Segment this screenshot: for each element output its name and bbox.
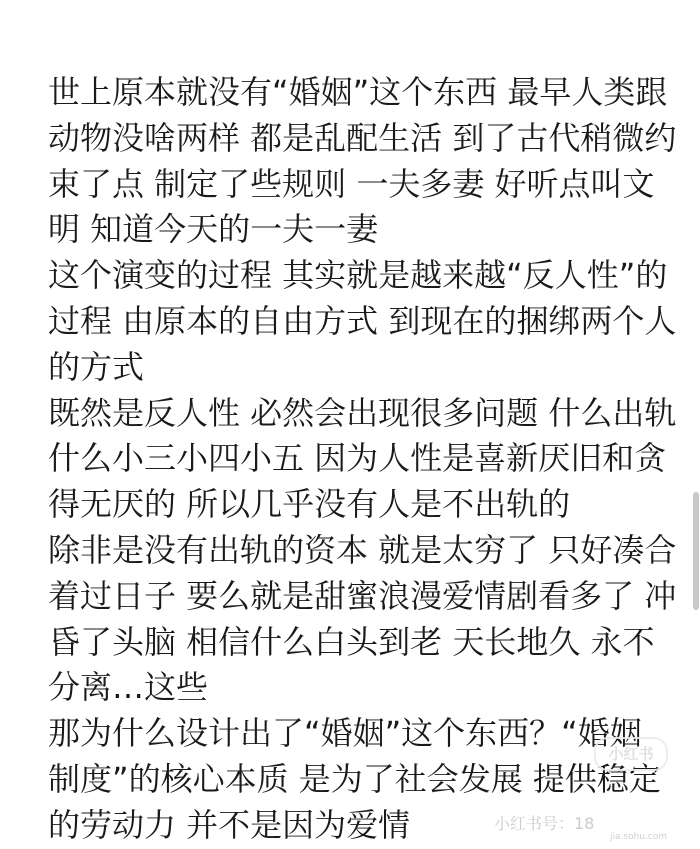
post-line-1: 世上原本就没有“婚姻”这个东西 最早人类跟 <box>48 73 668 111</box>
post-body <box>48 70 677 849</box>
post-line-17: 的劳动力 并不是因为爱情 <box>48 805 411 844</box>
post-line-14: 分离…这些 <box>48 668 209 707</box>
post-line-11: 除非是没有出轨的资本 就是太穷了 只好凑合 <box>48 530 677 569</box>
scrollbar[interactable] <box>693 492 699 610</box>
watermark-site: jia.sohu.com <box>610 832 668 842</box>
post-line-15: 那为什么设计出了“婚姻”这个东西？“婚姻 <box>48 714 642 753</box>
post-line-7: 的方式 <box>48 347 145 386</box>
post-line-10: 得无厌的 所以几乎没有人是不出轨的 <box>48 485 571 524</box>
post-line-5: 这个演变的过程 其实就是越来越“反人性”的 <box>48 256 668 295</box>
post-line-2: 动物没啥两样 都是乱配生活 到了古代稍微约 <box>48 118 677 157</box>
watermark <box>484 745 700 848</box>
watermark-logo: 小红书 <box>594 737 668 771</box>
post-line-6: 过程 由原本的自由方式 到现在的捆绑两个人 <box>48 301 677 340</box>
post-line-8: 既然是反人性 必然会出现很多问题 什么出轨 <box>48 393 677 432</box>
post-line-12: 着过日子 要么就是甜蜜浪漫爱情剧看多了 冲 <box>48 576 677 615</box>
post-line-13: 昏了头脑 相信什么白头到老 天长地久 永不 <box>48 622 655 661</box>
post-line-3: 束了点 制定了些规则 一夫多妻 好听点叫文 <box>48 164 655 203</box>
post-line-4: 明 知道今天的一夫一妻 <box>48 210 379 249</box>
post-line-9: 什么小三小四小五 因为人性是喜新厌旧和贪 <box>48 439 667 478</box>
watermark-text: 小红书号：18 <box>494 814 595 833</box>
post-line-16: 制度”的核心本质 是为了社会发展 提供稳定 <box>48 759 661 798</box>
